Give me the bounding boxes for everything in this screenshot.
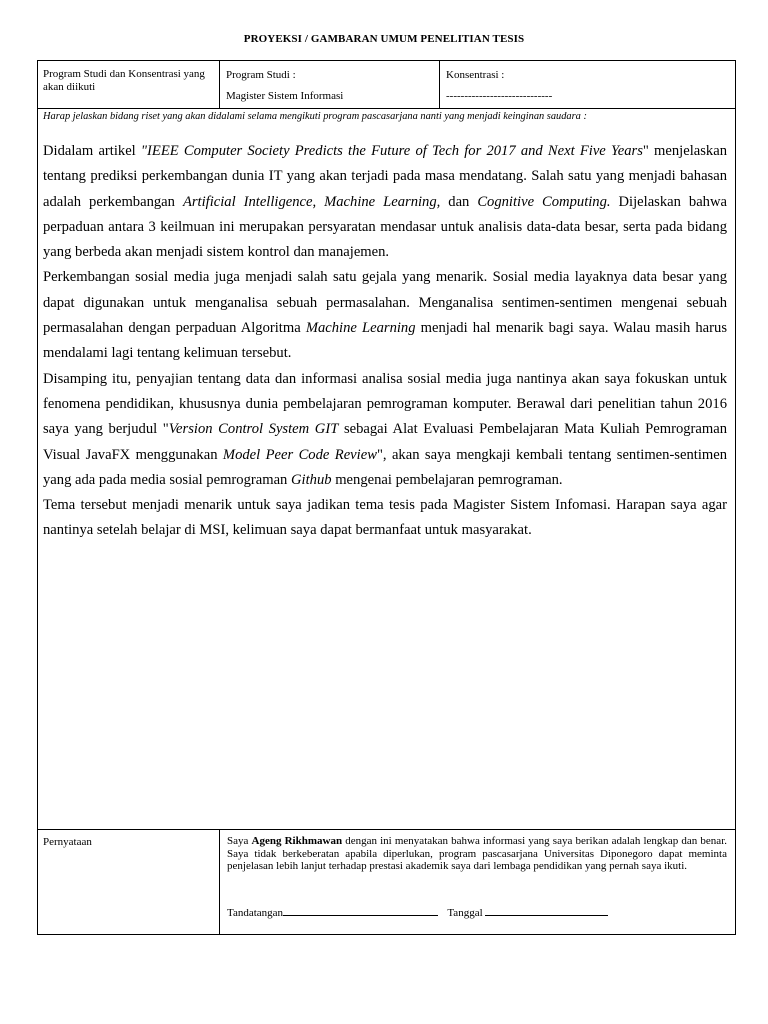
research-description: [43, 139, 727, 544]
program-konsentrasi-label: Program Studi dan Konsentrasi yang akan diikuti: [43, 68, 205, 93]
divider: [439, 60, 440, 109]
paragraph-2: Perkembangan sosial media juga menjadi salah satu gejala yang menarik. Sosial media layaknya data besar yang dapat digunakan untuk menganalisa sebuah permasalahan. Menganalisa sentimen-sentimen mengenai sebuah permasalahan dengan perpaduan Algoritma Machine Learning menjadi hal menarik bagi saya. Walau masih harus mendalami lagi tentang kelimuan tersebut.: [43, 269, 727, 362]
paragraph-3: Disamping itu, penyajian tentang data dan informasi analisa sosial media juga nantinya akan saya fokuskan untuk fenomena pendidikan, khususnya dunia pembelajaran pemrograman komputer. Berawal dari penelitian tahun 2016 saya yang berjudul "Version Control System GIT sebagai Alat Evaluasi Pembelajaran Mata Kuliah Pemrograman Visual JavaFX menggunakan Model Peer Code Review", akan saya mengkaji kembali tentang sentimen-sentimen yang ada pada media sosial pemrograman Github mengenai pembelajaran pemrograman.: [43, 370, 727, 488]
date-label: Tanggal: [447, 907, 483, 919]
divider: [219, 60, 220, 109]
signature-field[interactable]: [283, 906, 438, 916]
paragraph-1: Didalam artikel "IEEE Computer Society Predicts the Future of Tech for 2017 and Next Five Years" menjelaskan tentang prediksi perkembangan dunia IT yang akan terjadi pada masa mendatang. Salah satu yang menjadi bahasan adalah perkembangan Artificial Intelligence, Machine Learning, dan Cognitive Computing. Dijelaskan bahwa perpaduan antara 3 keilmuan ini merupakan persyaratan mendasar untuk analisis data-data besar, serta pada bidang yang berbeda akan menjadi sistem kontrol dan manajemen.: [43, 143, 728, 261]
program-studi-value: Magister Sistem Informasi: [226, 90, 344, 102]
signature-label: Tandatangan: [227, 907, 284, 919]
divider: [219, 829, 220, 935]
applicant-name: Ageng Rikhmawan: [251, 835, 343, 847]
divider: [37, 829, 736, 830]
instruction-text: Harap jelaskan bidang riset yang akan didalami selama mengikuti program pascasarjana nanti yang menjadi keinginan saudara :: [43, 111, 587, 122]
divider: [37, 108, 736, 109]
date-field[interactable]: [485, 906, 608, 916]
konsentrasi-value: -----------------------------: [446, 90, 553, 102]
signature-line: [227, 906, 608, 919]
program-studi-label: Program Studi :: [226, 69, 296, 81]
statement-label: Pernyataan: [43, 836, 92, 848]
konsentrasi-label: Konsentrasi :: [446, 69, 505, 81]
paragraph-4: Tema tersebut menjadi menarik untuk saya jadikan tema tesis pada Magister Sistem Infomasi. Harapan saya agar nantinya setelah belajar di MSI, kelimuan saya dapat bermanfaat untuk masyarakat.: [43, 497, 727, 539]
statement-text: Saya Ageng Rikhmawan dengan ini menyatakan bahwa informasi yang saya berikan adalah lengkap dan benar. Saya tidak berkeberatan apabila diperlukan, program pascasarjana Universitas Diponegoro dapat meminta penjelasan lebih lanjut terhadap prestasi akademik saya dari lembaga pendidikan yang pernah saya ikuti.: [227, 835, 727, 873]
page-title: PROYEKSI / GAMBARAN UMUM PENELITIAN TESIS: [243, 33, 525, 45]
